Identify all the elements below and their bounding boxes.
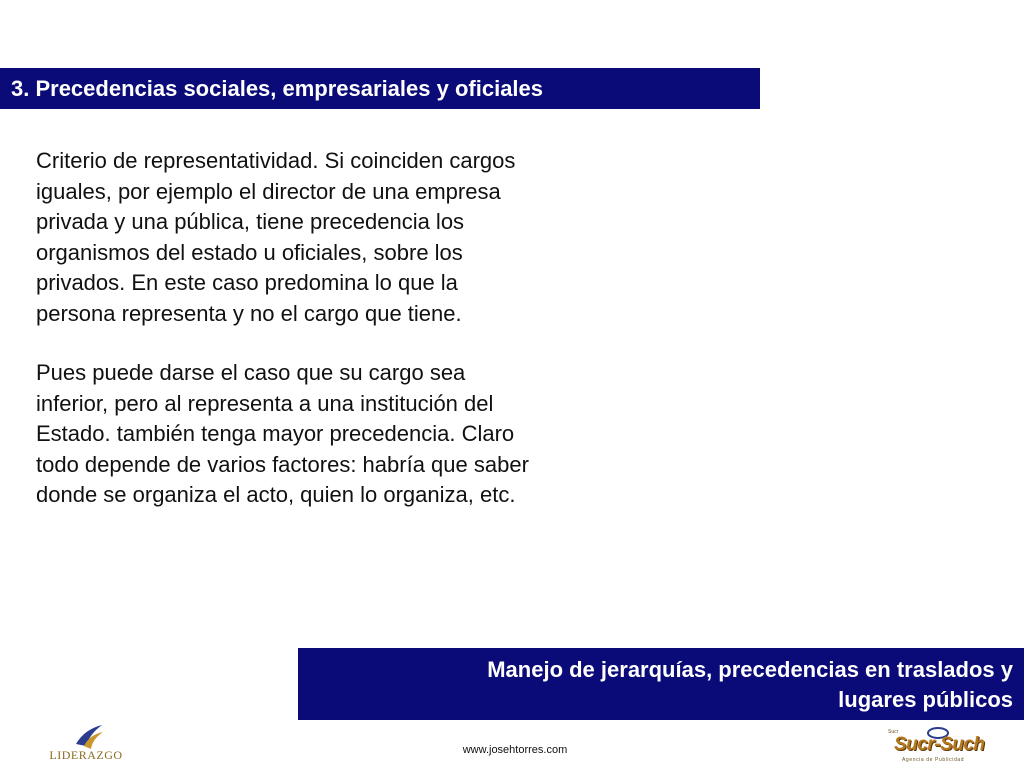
sucr-such-tagline: Agencia de Publicidad xyxy=(902,757,965,763)
website-url: www.josehtorres.com xyxy=(462,744,568,756)
footer-banner-line-1: Manejo de jerarquías, precedencias en traslados y xyxy=(487,657,1013,682)
footer-banner xyxy=(298,648,1024,720)
footer-banner-line-2: lugares públicos xyxy=(838,687,1013,712)
slide-body xyxy=(36,146,536,540)
slide-title-bar xyxy=(0,68,760,109)
sucr-such-small-text: Sucr xyxy=(888,729,899,735)
sucr-such-logo xyxy=(886,726,986,768)
sucr-such-logo-text: Sucr-Such xyxy=(894,734,985,755)
liderazgo-logo xyxy=(46,722,126,768)
liderazgo-logo-text: LIDERAZGO xyxy=(49,748,123,762)
slide-title: 3. Precedencias sociales, empresariales y oficiales xyxy=(11,76,544,101)
body-paragraph-1: Criterio de representatividad. Si coinciden cargos iguales, por ejemplo el director de una empresa privada y una pública, tiene precedencia los organismos del estado u oficiales, sobre los privados. En este caso predomina lo que la persona representa y no el cargo que tiene. xyxy=(36,148,516,326)
body-paragraph-2: Pues puede darse el caso que su cargo sea inferior, pero al representa a una institución del Estado. también tenga mayor precedencia. Claro todo depende de varios factores: habría que saber donde se organiza el acto, quien lo organiza, etc. xyxy=(36,360,529,507)
